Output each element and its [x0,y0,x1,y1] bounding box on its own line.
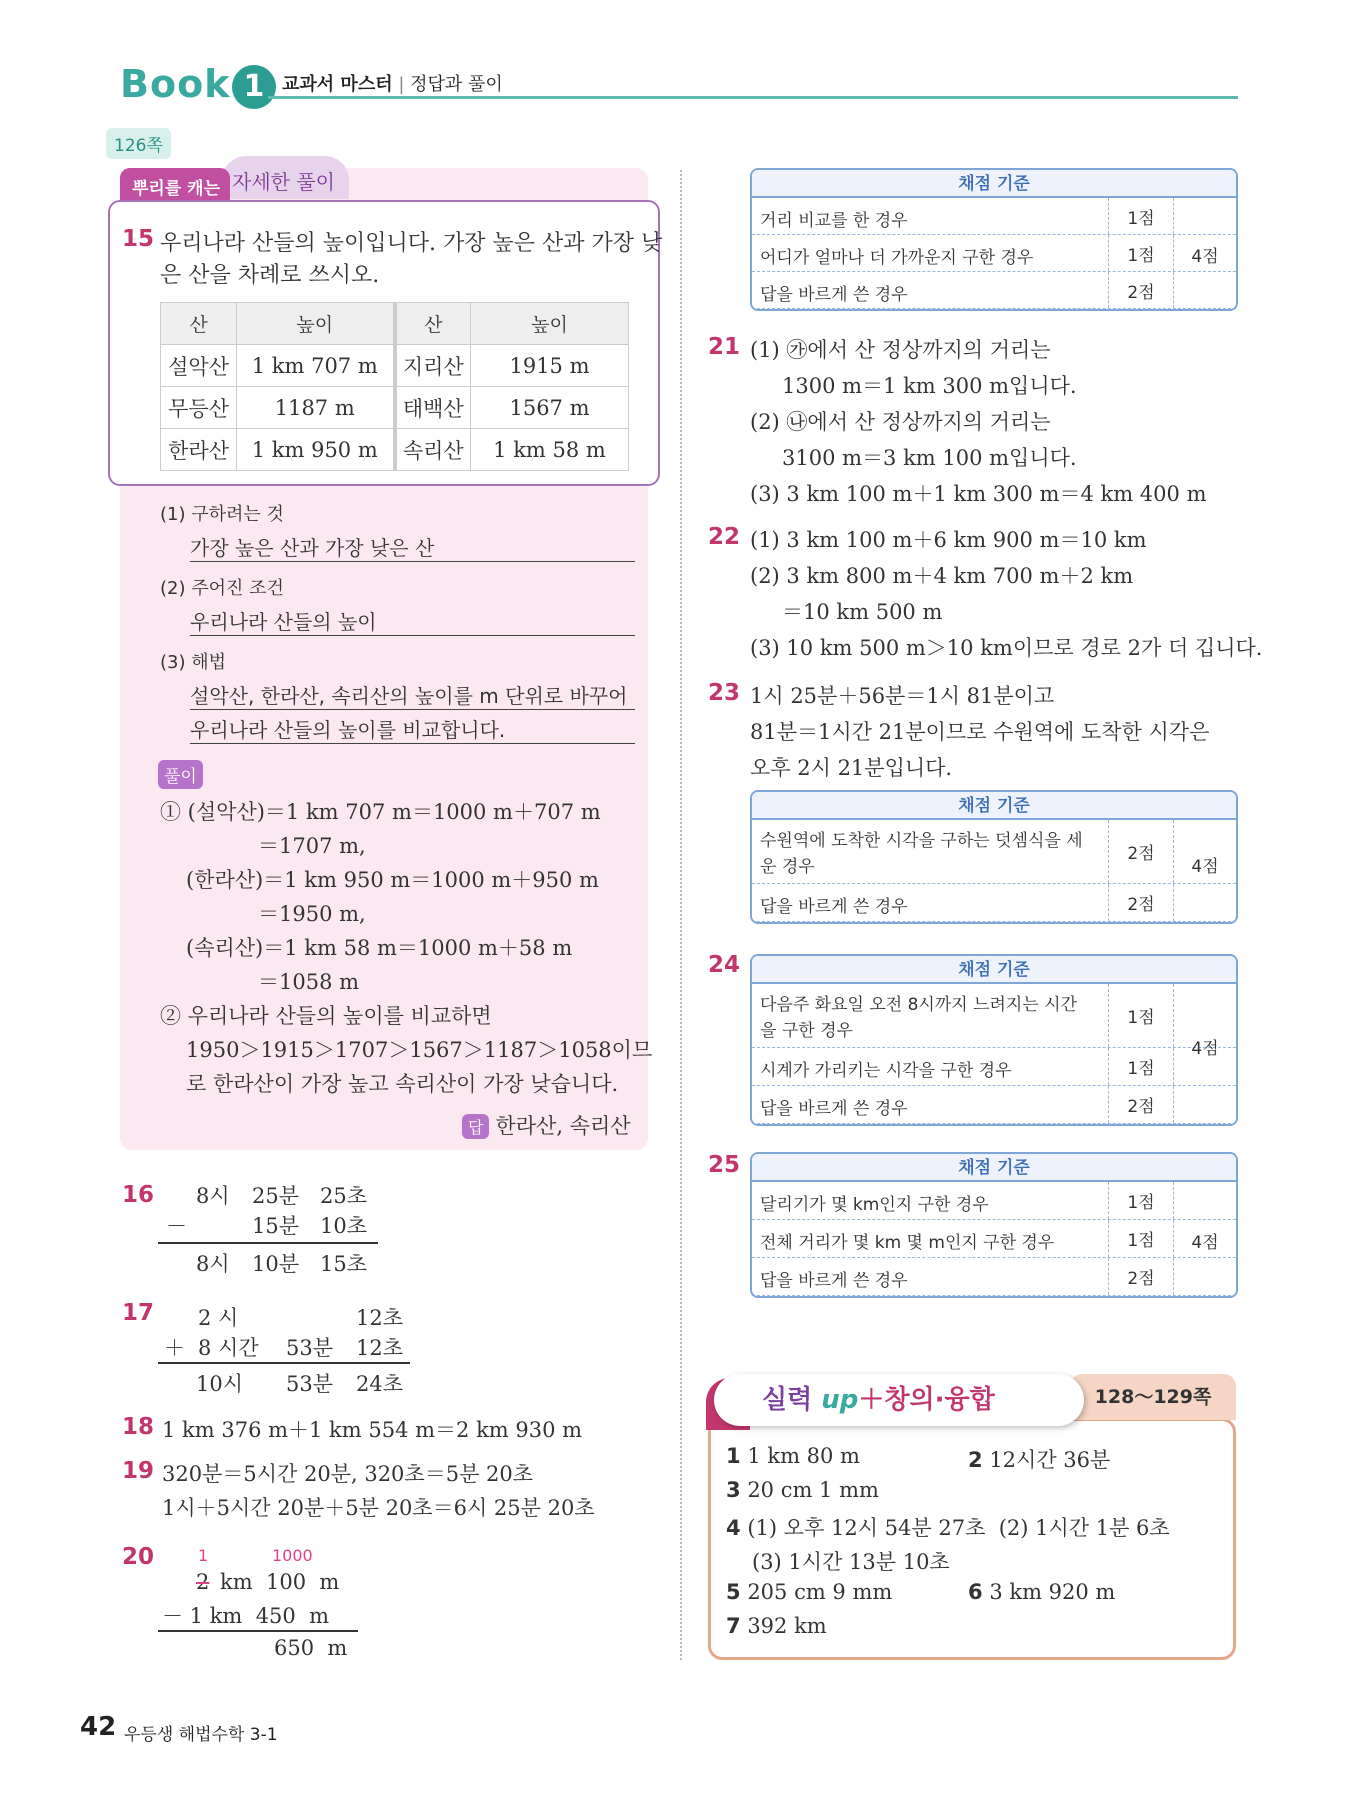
header-title: 교과서 마스터 | 정답과 풀이 [282,74,503,95]
calc-cell: 12초 [356,1306,404,1330]
solution-line: ② 우리나라 산들의 높이를 비교하면 [160,1004,492,1028]
p23-line: 오후 2시 21분입니다. [750,756,953,780]
solution-line: 1950＞1915＞1707＞1567＞1187＞1058이므 [186,1038,653,1062]
table-cell: 한라산 [161,429,237,471]
calc-rule [158,1630,358,1632]
up-item [726,1614,827,1638]
score-point: 1점 [1108,1182,1174,1219]
problem-text-2: 은 산을 차례로 쓰시오. [160,263,380,288]
table-row [161,387,629,429]
header-cell: 높이 [471,303,629,345]
up-item [752,1546,950,1576]
calc-cell: 10시 [196,1372,244,1396]
calc-rule [158,1242,378,1244]
up-item-text: (3) 1시간 13분 10초 [752,1550,950,1574]
up-item-text: 3 km 920 m [989,1580,1116,1604]
score-point: 2점 [1108,884,1174,921]
score-title: 채점 기준 [752,1154,1236,1182]
calc-cell: 8시 [196,1184,230,1208]
up-item [726,1580,892,1604]
table-cell: 1 km 707 m [237,345,395,387]
score-point: 1점 [1108,198,1174,234]
problem-19-line1: 320분＝5시간 20분, 320초＝5분 20초 [162,1462,534,1486]
crossed-digit: 2 [196,1570,210,1594]
score-total: 4점 [1191,857,1219,877]
score-criterion: 답을 바르게 쓴 경우 [760,897,908,917]
score-title: 채점 기준 [752,956,1236,984]
answer [462,1110,631,1140]
header-title-main: 교과서 마스터 [282,74,393,95]
up-item [968,1580,1115,1604]
up-item-text: 205 cm 9 mm [747,1580,893,1604]
score-criterion: 전체 거리가 몇 km 몇 m인지 구한 경우 [760,1233,1055,1253]
step2-label: (2) 주어진 조건 [160,578,284,599]
solution-line: (한라산)＝1 km 950 m＝1000 m＋950 m [186,868,599,892]
page-tag: 126쪽 [106,128,171,159]
book-title: 우등생 해법수학 3-1 [124,1725,278,1745]
score-criterion: 달리기가 몇 km인지 구한 경우 [760,1195,989,1215]
score-row [752,1182,1236,1220]
problem-number: 21 [708,334,741,360]
calc-rule [158,1362,410,1364]
step3-label: (3) 해법 [160,652,226,673]
solution-line: ① (설악산)＝1 km 707 m＝1000 m＋707 m [160,800,601,824]
table-cell: 1187 m [237,387,395,429]
up-item [726,1478,879,1502]
p21-line: (3) 3 km 100 m＋1 km 300 m＝4 km 400 m [750,482,1207,506]
up-item [968,1444,1110,1474]
problem-number: 15 [122,226,155,252]
book-logo [120,62,276,109]
skill-up-title [714,1374,1084,1426]
skill-up-pages: 128～129쪽 [1070,1374,1236,1420]
score-criterion: 시계가 가리키는 시각을 구한 경우 [760,1061,1012,1081]
calc-cell: 8시 [196,1252,230,1276]
p21-line: 3100 m＝3 km 100 m입니다. [782,446,1077,470]
up-item-number: 2 [968,1448,983,1472]
up-item-text: 12시간 36분 [989,1448,1111,1472]
skill-up-title-c: ＋창의·융합 [858,1385,995,1415]
table-cell: 1915 m [471,345,629,387]
calc-cell: 15초 [320,1252,368,1276]
score-total: 4점 [1191,247,1219,267]
score-point: 1점 [1108,984,1174,1047]
calc-row: 650 m [274,1636,348,1660]
score-criterion: 운 경우 [760,857,815,877]
book-number: 1 [232,65,276,109]
solution-tab-detail: 자세한 풀이 [222,156,349,199]
score-point: 2점 [1108,272,1174,308]
table-header-row [161,303,629,345]
calc-row: km 100 m [220,1570,340,1594]
calc-cell: 24초 [356,1372,404,1396]
score-criterion: 답을 바르게 쓴 경우 [760,1099,908,1119]
underline [190,561,635,562]
up-item-text: 20 cm 1 mm [747,1478,879,1502]
score-point: 2점 [1108,820,1174,883]
up-item-text: 1 km 80 m [747,1444,860,1468]
score-criterion: 거리 비교를 한 경우 [760,211,908,231]
up-item-number: 7 [726,1614,741,1638]
problem-19-line2: 1시＋5시간 20분＋5분 20초＝6시 25분 20초 [162,1496,595,1520]
step1-text: 가장 높은 산과 가장 낮은 산 [190,536,435,560]
header-cell: 높이 [237,303,395,345]
table-cell: 무등산 [161,387,237,429]
p23-line: 81분＝1시간 21분이므로 수원역에 도착한 시각은 [750,720,1210,744]
p23-line: 1시 25분＋56분＝1시 81분이고 [750,684,1055,708]
score-row [752,1048,1236,1086]
solution-badge: 풀이 [158,760,203,789]
table-cell: 속리산 [395,429,471,471]
p22-line: ＝10 km 500 m [782,600,943,624]
problem-number: 22 [708,524,741,550]
table-cell: 1 km 950 m [237,429,395,471]
p22-line: (3) 10 km 500 m＞10 km이므로 경로 2가 더 깁니다. [750,636,1263,660]
header-cell: 산 [161,303,237,345]
problem-number: 18 [122,1414,155,1440]
p21-line: 1300 m＝1 km 300 m입니다. [782,374,1077,398]
step3-text-2: 우리나라 산들의 높이를 비교합니다. [190,718,506,742]
calc-cell: 25초 [320,1184,368,1208]
score-table-25 [750,1152,1238,1298]
score-row [752,1086,1236,1124]
score-row [752,1258,1236,1296]
answer-text: 한라산, 속리산 [495,1114,631,1138]
calc-cell: 25분 [252,1184,300,1208]
score-point: 1점 [1108,1048,1174,1085]
book-word: Book [120,62,231,106]
problem-number: 25 [708,1152,741,1178]
calc-cell: － [166,1214,187,1238]
solution-tab-root: 뿌리를 캐는 [120,168,230,205]
up-item [726,1512,1170,1542]
skill-up-title-a: 실력 [762,1385,813,1415]
score-table-20 [750,168,1238,311]
step2-text: 우리나라 산들의 높이 [190,610,377,634]
header-cell: 산 [395,303,471,345]
carry-mark: 1 [198,1546,209,1565]
up-item-number: 1 [726,1444,741,1468]
skill-up-title-b: up [821,1385,859,1415]
problem-number: 24 [708,952,741,978]
problem-number: 17 [122,1300,155,1326]
score-title: 채점 기준 [752,792,1236,820]
step3-text-1: 설악산, 한라산, 속리산의 높이를 m 단위로 바꾸어 [190,684,628,708]
p21-line: (1) ㉮에서 산 정상까지의 거리는 [750,338,1051,362]
up-item-number: 4 [726,1516,741,1540]
score-row [752,820,1236,884]
score-row [752,884,1236,922]
calc-row: － 1 km 450 m [162,1604,330,1628]
score-criterion: 답을 바르게 쓴 경우 [760,1271,908,1291]
problem-number: 20 [122,1544,155,1570]
score-row [752,198,1236,235]
score-criterion: 답을 바르게 쓴 경우 [760,285,908,305]
score-row [752,272,1236,309]
carry-mark: 1000 [272,1546,313,1565]
score-point: 2점 [1108,1258,1174,1295]
mountain-table [160,302,629,471]
problem-18-text: 1 km 376 m＋1 km 554 m＝2 km 930 m [162,1418,583,1442]
score-row [752,1220,1236,1258]
problem-number: 19 [122,1458,155,1484]
problem-text-1: 우리나라 산들의 높이입니다. 가장 높은 산과 가장 낮 [160,231,663,256]
problem-number: 23 [708,680,741,706]
solution-line: ＝1707 m, [258,834,366,858]
score-row [752,984,1236,1048]
solution-line: ＝1950 m, [258,902,366,926]
table-row [161,429,629,471]
problem-number: 16 [122,1182,155,1208]
score-criterion: 을 구한 경우 [760,1021,853,1041]
calc-cell: 15분 [252,1214,300,1238]
solution-line: 로 한라산이 가장 높고 속리산이 가장 낮습니다. [186,1072,619,1096]
calc-cell: 53분 [286,1336,334,1360]
calc-cell: 10초 [320,1214,368,1238]
table-cell: 1567 m [471,387,629,429]
table-cell: 1 km 58 m [471,429,629,471]
header-rule [268,96,1238,99]
calc-cell: 53분 [286,1372,334,1396]
underline [190,635,635,636]
calc-cell: 10분 [252,1252,300,1276]
calc-cell: 8 시간 [198,1336,259,1360]
page-number: 42 [80,1712,117,1742]
score-table-24 [750,954,1238,1126]
score-row [752,235,1236,272]
score-criterion: 수원역에 도착한 시각을 구하는 덧셈식을 세 [760,831,1083,851]
header-subtitle: 정답과 풀이 [410,74,503,95]
answer-badge: 답 [462,1114,489,1139]
score-point: 1점 [1108,235,1174,271]
score-criterion: 어디가 얼마나 더 가까운지 구한 경우 [760,248,1034,268]
underline [190,743,635,744]
up-item-number: 3 [726,1478,741,1502]
up-item [726,1444,860,1468]
up-item-text: 392 km [747,1614,827,1638]
solution-line: ＝1058 m [258,970,360,994]
underline [190,709,635,710]
p22-line: (1) 3 km 100 m＋6 km 900 m＝10 km [750,528,1147,552]
column-divider [680,170,682,1660]
up-item-number: 5 [726,1580,741,1604]
score-point: 2점 [1108,1086,1174,1123]
score-point: 1점 [1108,1220,1174,1257]
score-title: 채점 기준 [752,170,1236,198]
up-item-number: 6 [968,1580,983,1604]
table-cell: 지리산 [395,345,471,387]
table-cell: 설악산 [161,345,237,387]
table-cell: 태백산 [395,387,471,429]
p22-line: (2) 3 km 800 m＋4 km 700 m＋2 km [750,564,1134,588]
p21-line: (2) ㉯에서 산 정상까지의 거리는 [750,410,1051,434]
step1-label: (1) 구하려는 것 [160,504,284,525]
calc-cell: 2 시 [198,1306,239,1330]
up-item-text: (1) 오후 12시 54분 27초 (2) 1시간 1분 6초 [747,1516,1170,1540]
score-criterion: 다음주 화요일 오전 8시까지 느려지는 시간 [760,995,1078,1015]
score-total: 4점 [1191,1039,1219,1059]
calc-cell: ＋ [164,1336,185,1360]
table-row [161,345,629,387]
score-table-23 [750,790,1238,924]
calc-cell: 12초 [356,1336,404,1360]
score-total: 4점 [1191,1233,1219,1253]
solution-line: (속리산)＝1 km 58 m＝1000 m＋58 m [186,936,573,960]
